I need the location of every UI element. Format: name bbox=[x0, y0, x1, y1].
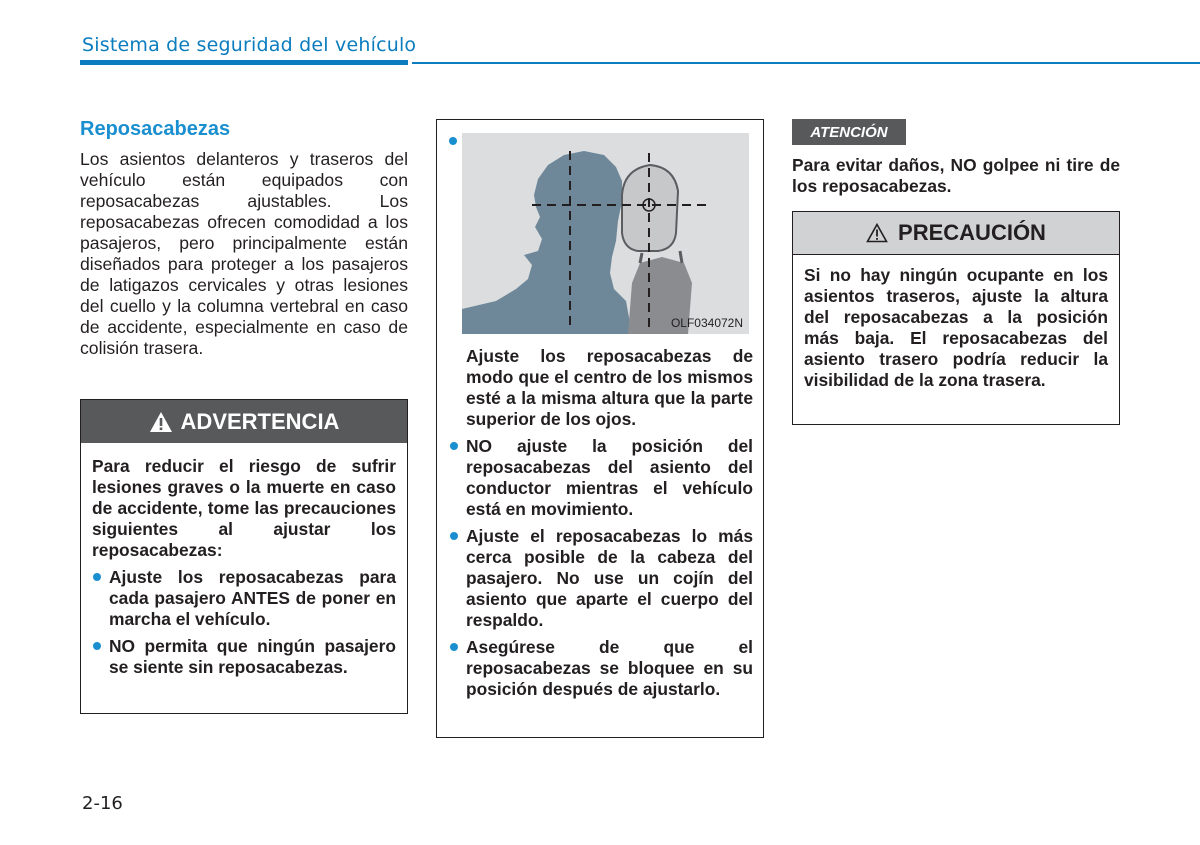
head-headrest-diagram bbox=[462, 133, 749, 334]
warning-bullet: NO permita que ningún pasajero se siente sin reposacabezas. bbox=[92, 636, 396, 678]
header-title: Sistema de seguridad del vehículo bbox=[82, 34, 417, 56]
caution-text: Si no hay ningún ocupante en los asientos traseros, ajuste la altura del reposacabezas a la posición más baja. El reposacabezas del asiento trasero podría reducir la visibilidad de la zona trasera. bbox=[804, 265, 1108, 390]
attention-text: Para evitar daños, NO golpee ni tire de los reposacabezas. bbox=[792, 155, 1120, 196]
section-title: Reposacabezas bbox=[80, 118, 231, 140]
intro-section bbox=[80, 118, 408, 359]
headrest-illustration bbox=[462, 133, 749, 334]
warning-header bbox=[81, 400, 407, 443]
illustration-code: OLF034072N bbox=[670, 316, 743, 330]
warning-body bbox=[81, 443, 407, 678]
bullet-dot bbox=[449, 137, 457, 145]
instruction-bullet: Asegúrese de que el reposacabezas se bloquee en su posición después de ajustarlo. bbox=[449, 637, 753, 700]
warning-bullet: Ajuste los reposacabezas para cada pasajero ANTES de poner en marcha el vehículo. bbox=[92, 567, 396, 630]
headrest-adjust-box bbox=[436, 119, 764, 738]
attention-badge: ATENCIÓN bbox=[792, 119, 906, 145]
caution-body bbox=[793, 255, 1119, 391]
instruction-list bbox=[449, 436, 753, 700]
warning-list bbox=[92, 567, 396, 678]
caution-box bbox=[792, 211, 1120, 425]
instruction-bullet: Ajuste el reposacabezas lo más cerca posible de la cabeza del pasajero. No use un cojín del asiento que aparte el cuerpo del respaldo. bbox=[449, 526, 753, 631]
header-rule bbox=[412, 62, 1200, 64]
intro-text: Los asientos delanteros y traseros del vehículo están equipados con reposacabezas ajustables. Los reposacabezas ofrecen comodidad a los pasajeros, pero principalmente están diseñados para proteger a los pasajeros de latigazos cervicales y otras lesiones del cuello y la columna vertebral en caso de accidente, especialmente en caso de colisión trasera. bbox=[80, 149, 408, 358]
instruction-text: Ajuste los reposacabezas de modo que el centro de los mismos esté a la misma altura que la parte superior de los ojos. bbox=[466, 346, 753, 429]
headrest-instructions bbox=[466, 346, 753, 706]
caution-title: PRECAUCIÓN bbox=[898, 220, 1046, 245]
caution-header bbox=[793, 212, 1119, 255]
page-number: 2-16 bbox=[82, 793, 123, 814]
warning-box bbox=[80, 399, 408, 714]
instruction-bullet: NO ajuste la posición del reposacabezas del asiento del conductor mientras el vehículo está en movimiento. bbox=[449, 436, 753, 520]
warning-title: ADVERTENCIA bbox=[180, 408, 340, 434]
caution-triangle-icon bbox=[866, 223, 888, 243]
warning-triangle-icon bbox=[149, 411, 173, 433]
warning-text: Para reducir el riesgo de sufrir lesiones graves o la muerte en caso de accidente, tome las precauciones siguientes al ajustar los reposacabezas: bbox=[92, 456, 396, 560]
header-bar bbox=[80, 60, 408, 65]
